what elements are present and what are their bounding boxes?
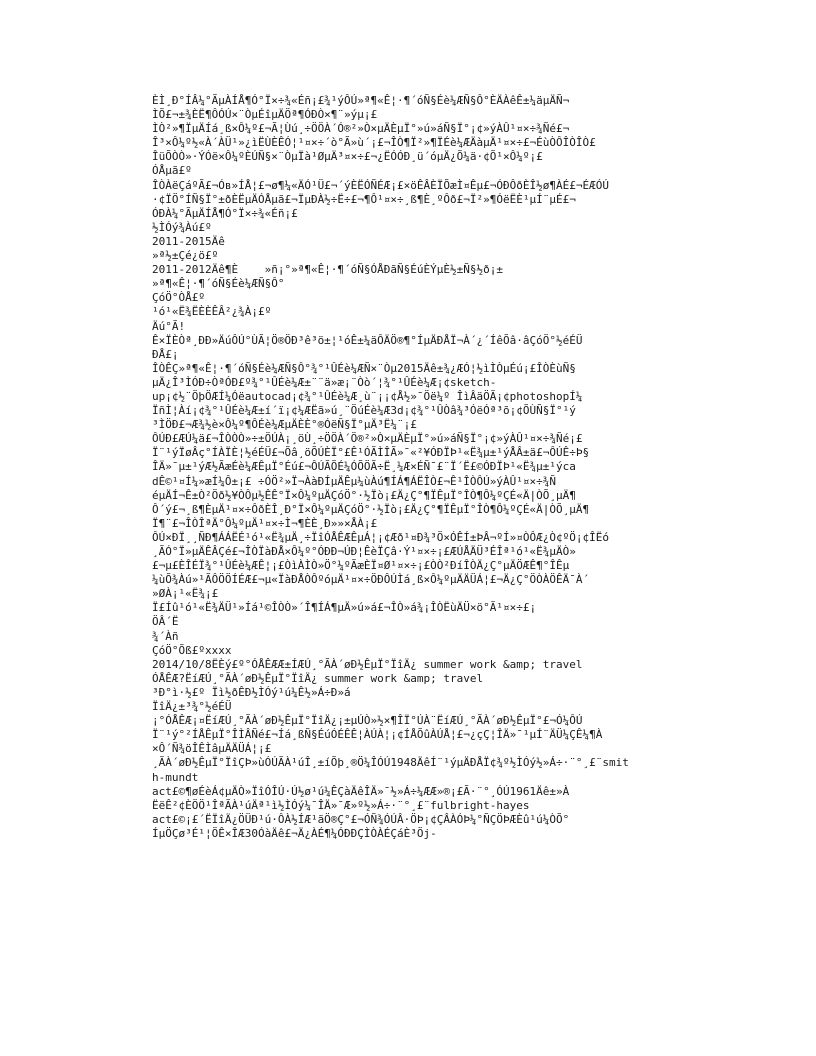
section-heading: ÇóÖ°ÒÅ£º (152, 291, 205, 305)
text-line: act£©¶øÉèÁ¢µÄÒ»ÏîÓÎÚ·Ú½ø¹ú¼ÊÇàÄêÎÄ»¯½»Á÷¼ÆÆ»®¡£Ã·¨°¸ÓÚ1961Äê±»À (152, 784, 570, 798)
text-line: ÌÕ£¬±¾ÈË¶ÔÓÚ×¨ÒµÉîµÄÖª¶ÓÐÒ×¶¨»ýµ¡£ (152, 108, 378, 122)
text-line: £¬µ£ÈÎÉÏ¾°¹ÛÉè¼ÆÊ¦¡£ÒìÀÌÒ»Ö°¼ºÃæÈÏ¤Ø¹¤×÷¡£ÒÒ²ÐíÎÒÄ¿Ç°µÄÖÆÊ¶°ÎÊµ (152, 559, 570, 573)
text-line: act£©¡£´ËÏîÄ¿ÖÜÐ¹ú·ÔÀ½ÍÆ¹ãÖ®Ç°£¬ÓÑ¾ÓÚÂ·ÖÞ¡¢ÇÂÀÓÞ¼°ÑÇÖÞÆÈû¹ú¼ÒÕ° (152, 812, 570, 826)
text-line: ¸ÃÀ´øÐ½ÊµÏ°ÏîÇÞ»ùÓÚÃÀ¹úÎ¸±íÕþ¸®Ö¼ÎÓÚ1948ÄêÍ¨¹ýµÄÐÅÏ¢¾º½ÌÓý½»Á÷·¨°¸£¨smit (152, 756, 629, 770)
text-line: Äú°Ã! (152, 319, 186, 333)
text-line: ÇóÖ°Õß£ºxxxx (152, 643, 232, 657)
text-line: ¾´Àñ (152, 629, 179, 643)
text-line: ¼ùÕ¾Àú»¹ÃÔÖÖÍÉÆ£¬µ«ÏàÐÅÒÔºóµÄ¹¤×÷ÖÐÔÚÌá¸ß×Ô¼ºµÄÄÜÁ¦£¬Ä¿Ç°ÖÒÀÖÊÄ¯À´ (152, 573, 590, 587)
text-line: 2011-2015Äê (152, 234, 225, 248)
text-line: ÎüÕÒÒ»·ÝÓë×Ô¼ºÈÚÑ§×¨ÒµÏà¹ØµÄ³¤×÷£¬¿ËÓÓÐ¸ü´óµÄ¿Õ¼ä·¢Õ¹×Ô¼º¡£ (152, 150, 543, 164)
text-line: ¹ó¹«Ë¾ËÈÈÊÂ²¿¾À¡£º (152, 305, 272, 319)
text-line: ÎÒÊÇ»ª¶«Ê¦·¶´óÑ§Éè¼ÆÑ§Ô°¾°¹ÛÉè¼ÆÑ×¨Òµ2015Äê±¾¿ÆÓ¦½ìÌÒµÉú¡£ÎÒÈùÑ§ (152, 361, 576, 375)
section-heading: ÓÅµã£º (152, 164, 192, 178)
text-line: Ï£Íû¹ó¹«Ë¾ÄÜ¹»Íá¹©ÎÒÒ»´Î¶ÍÁ¶µÄ»ú»á£¬ÎÒ»á¾¡ÎÒËùÄÜ×ö°Ã¹¤×÷£¡ (152, 601, 537, 615)
text-line: ÎÒÀëÇáºÃ£¬Óв»ÍÅ¦£¬ø¶¼«ÄÓ¹Ü£¬´ýÈËÓÑÉÆ¡£×öÊÂÈÏÕæÌ¤Êµ£¬ÓÐÔðÈÎ½ø¶ÀÉ£¬ÉÆÓÚ (152, 178, 609, 192)
text-line: Ô´ý£¬¸ß¶ÈµÄ¹¤×÷ÔðÈÎ¸Ð°Ï×Ô¼ºµÄÇóÖ°·½Ïò¡£Ä¿Ç°¶ÏÊµÏ°ÎÒ¶Ô¼ºÇÉ«Ä|ÒÕ¸µÄ¶ (152, 502, 590, 516)
text-line: ¡°ÓÅÊÆ¡¤ËíÆÚ¸°ÃÀ´øÐ½ÊµÏ°ÏîÄ¿¡±µÚÒ»½×¶ÎÏ°ÚÀ¨ËíÆÚ¸°ÃÀ´øÐ½ÊµÏ°£¬Ó¼ÔÚ (152, 714, 583, 728)
text-line: 2014/10/8ËÈý£º°ÓÅÊÆÆ±ÍÆÚ¸°ÃÀ´øÐ½ÊµÏ°ÏîÄ¿ summer work &amp; travel (152, 657, 583, 671)
text-line: ÓÅÊÆ?ËíÆÚ¸°ÃÀ´øÐ½ÊµÏ°ÏîÄ¿ summer work &amp; travel (152, 671, 484, 685)
text-line: ÏñÌ¦Àí¡¢¾°¹ÛÉè¼Æ±í´ï¡¢¼ÆËã»ú¸¨ÖúÉè¼Æ3d¡¢¾°¹ÛÒâ¾³ÓëÓª³õ¡¢ÕÙÑ§Ï°¹ý (152, 404, 576, 418)
section-heading: ³Ð°ì·½£º Ïì½ðÊÐ½ÌÓý¹ú¼Ê½»Á÷Ð»á (152, 685, 351, 699)
text-line: ÖÂ´Ë (152, 615, 179, 629)
text-line: Ï¨¹ýÏøÂç°ÍÀÏÈ¦½éÉÜ£¬Õâ¸öÕÚÈÏ°£Ê¹ÓÃÌÎÃ»¯«²¥ÓÐÏÞ¹«Ë¾µ±¹ýÅÂ±ä£¬ÔÚÊ÷Þ§ (152, 446, 590, 460)
text-line: ÐÅ£¡ (152, 347, 179, 361)
text-line: Î³×Ô¼º½«À´ÀÜ¹»¿ìËÙÈÊÓ¦¹¤×÷´ò°Ã»ù´¡£¬ÎÒ¶Ï²»¶ÏÉè¼ÆÄàµÄ¹¤×÷£¬ÉùÒÔÎÒÎÒ£ (152, 136, 596, 150)
text-line: Ï¶¨£¬ÎÒÎªÄ°Ô¼ºµÄ¹¤×÷Ì¬¶ÈÈ¸Ð»»×ÅÀ¡£ (152, 516, 378, 530)
text-line: ·¢ÏÖ°ÍÑ§Ï°±ðÈËµÄÓÅµã£¬ÏµÐÀ½÷Ë÷£¬¶Ô¹¤×÷¸ß¶È¸ºÔð£¬Ï²»¶ÓëËÈ¹µÍ¨µÉ£¬ (152, 192, 576, 206)
section-heading: ½ÌÓý¾Àú£º (152, 220, 212, 234)
text-line: ³ÌÖÐ£¬Æ¾½è×Ô¼º¶ÔÉè¼ÆµÄÈÈ°®ÓëÑ§Ï°µÄ³Ë¼¨¡£ (152, 418, 417, 432)
text-line: ¸ÃÓ°Ï»µÄÊÂÇé£¬ÎÒÏàÐÅ×Ô¼º°ÓÐÐ¬ÚÐ¦ÊèÏÇâ·Ý¹¤×÷¡£ÆÚÅÄÜ³ÉÎª¹ó¹«Ë¾µÄÒ» (152, 545, 576, 558)
text-line: Ï¨¹ý°²ÍÅÊµÏ°ÎÌÂÑé£¬Íá¸ßÑ§ÉúÓÉÊÊ¦ÀÚÀ¦¡¢ÍÅÕûÀÚÅ¦£¬¿çÇ¦ÎÄ»¯¹µÍ¨ÄÜ¼ÇÊ¼¶À (152, 728, 603, 742)
document-body (152, 94, 697, 841)
text-line: ËëÊ²¢ÈÖÖ¹ÎªÃÀ¹úÄª¹ì½ÌÓý¼¯ÎÄ»¯Æ»º½»Á÷·¨°¸£¨fulbright-hayes (152, 798, 530, 812)
text-line: µÄ¿Î³ÌÓÐ÷ÒªÓÐ£º¾°¹ÛÉè¼Æ±¨¨ä»æ¡¨Òò´¦¾°¹ÛÉè¼Æ¡¢sketch- (152, 375, 497, 389)
text-line: up¡¢½¨ÖþÖÆÍ¼Óëautocad¡¢¾°¹ÛÉè¼Æ¸ù¨¡¡¢Å½»¯Öë¼º ÎìÂäÖÃ¡¢photoshopÍ¼ (152, 389, 583, 403)
text-line: dÊ©¹¤Í¼»æÍ¼Ô±¡£ ÷ÓÖ²»Ï¬ÀàÐÍµÄÊµ¼ùÀú¶ÍÁ¶ÁËÎÒ£¬Ê¹ÎÒÔÚ»ýÀÛ¹¤×÷¾Ñ (152, 474, 556, 488)
text-line: »ª¶«Ê¦·¶´óÑ§Éè¼ÆÑ§Ô° (152, 277, 285, 291)
section-heading: »ª½±Çé¿ö£º (152, 249, 219, 263)
text-line: 2011-2012Äê¶È »ñ¡°»ª¶«Ê¦·¶´óÑ§ÓÅÐãÑ§ÉúÈÝµÈ½±Ñ§½ð¡± (152, 263, 503, 277)
text-line: ×Ô´Ñ¾öÎÊÌâµÄÄÜÁ¦¡£ (152, 742, 272, 756)
text-line: Ê×ÏÈÒª¸ÐÐ»ÄúÔÚ°ÙÃ¦Ö®ÖÐ³ê³ö±¦¹óÊ±¼äÔÄÖ®¶°ÍµÄÐÅÏ¬À´¿´ÍêÕâ·âÇóÖ°½éÉÜ (152, 333, 583, 347)
text-line: ÏîÄ¿±³¾°½éÉÜ (152, 700, 232, 714)
text-line: ÍµÖÇø³É¹¦ÖÊ×ÎÆ30ÓàÄê£¬Ä¿ÀÉ¶¼ÓÐÐÇÌÒÀÉÇáÈ³Öj- (152, 826, 437, 840)
text-line: ÎÄ»¯µ±¹ýÆ½ÃæÉè¼ÆÊµÏ°Éú£¬ÔÚÃÕÉ¼ÓÕÖÃ÷Ë¸¼Æ×ÉÑ¯£¨Ï´Ë£©ÓÐÏÞ¹«Ë¾µ±¹ýca (152, 460, 576, 474)
text-line: ÓÐÀ¼°ÃµÄÍÅ¶Ó°Ï×÷¾«Éñ¡£ (152, 206, 298, 220)
text-line: h-mundt (152, 770, 199, 784)
text-line: ÌÒ²»¶ÏµÄÍá¸ß×Ô¼º£¬Ã¦Ùú¸÷ÖÖÀ´Ó®²»Ò×µÄÈµÏ°»ú»áÑ§Ï°¡¢»ýÀÛ¹¤×÷¾Ñé£¬ (152, 122, 570, 136)
text-line: ÔÚÐ£ÆÚ¼ä£¬ÎÒÒÒ»÷±ÖÚÀ¡¸öÙ¸÷ÖÖÀ´Ö®²»Ò×µÄÈµÏ°»ú»áÑ§Ï°¡¢»ýÀÛ¹¤×÷¾Ñé¡£ (152, 432, 583, 446)
text-line: »ØÀ¡¹«Ë¾¡£ (152, 587, 219, 601)
text-line: éµÄÍ¬Ê±Ò²Öð½¥ÒÔµ½ÊÊ°Ï×Ô¼ºµÄÇóÖ°·½Ïò¡£Ä¿Ç°¶ÏÊµÏ°ÎÒ¶Ô¼ºÇÉ«Ä|ÒÕ¸µÄ¶ (152, 488, 576, 502)
text-line: ÔÚ×ÐÏ¸¸ÑÐ¶ÁÁËÉ¹ó¹«Ë¾µÄ¸÷ÏîÓÅÊÆÊµÁ¦¡¢Æð¹¤Ð¾³Ö×ÓÊÍ±ÞÂ¬ºÍ»¤ÒÔÆ¿Ò¢ºÖ¡¢ÎËó (152, 530, 609, 544)
text-line: ÈÌ¸Ð°ÍÂ¼°ÃµÀÍÅ¶Ó°Ï×÷¾«Éñ¡£¾¹ýÔÚ»ª¶«Ê¦·¶´óÑ§Éè¼ÆÑ§Ô°ÈÄÀêÊ±¼äµÄÑ¬ (152, 94, 570, 107)
